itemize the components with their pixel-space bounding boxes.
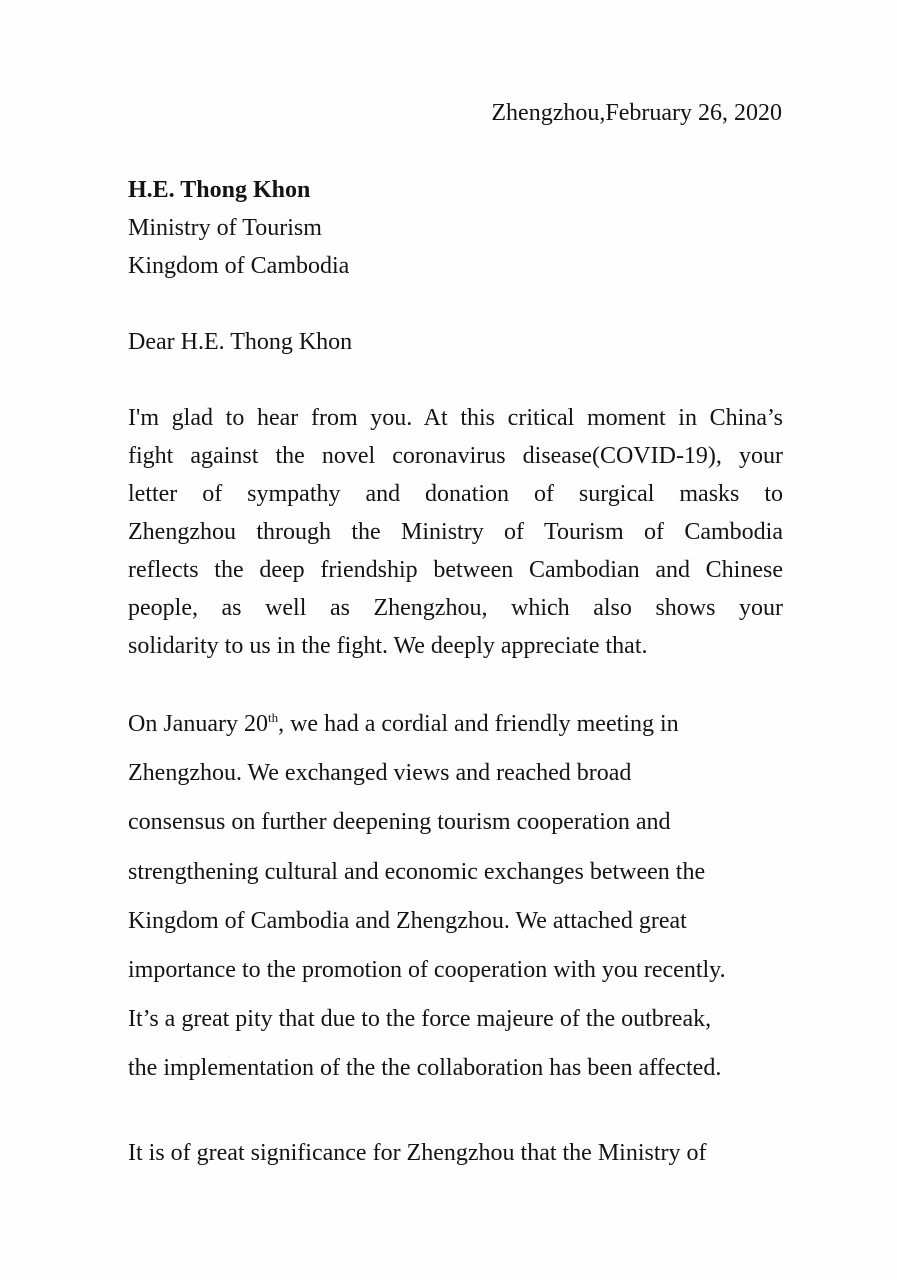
paragraph2-line: consensus on further deepening tourism cooperation and (128, 809, 671, 835)
paragraph1-line: people, as well as Zhengzhou, which also shows your (128, 595, 783, 621)
paragraph1-line: solidarity to us in the fight. We deeply appreciate that. (128, 633, 648, 659)
paragraph2-line: strengthening cultural and economic exchanges between the (128, 859, 706, 885)
recipient-country: Kingdom of Cambodia (128, 253, 350, 279)
paragraph2-line: Zhengzhou. We exchanged views and reached broad (128, 760, 632, 786)
paragraph1-line: reflects the deep friendship between Cambodian and Chinese (128, 557, 783, 583)
paragraph2-text: On January 20 (128, 711, 268, 737)
paragraph2-line: It’s a great pity that due to the force majeure of the outbreak, (128, 1006, 712, 1032)
paragraph1-line: fight against the novel coronavirus disease(COVID-19), your (128, 443, 783, 469)
recipient-name: H.E. Thong Khon (128, 177, 311, 203)
paragraph2-line: Kingdom of Cambodia and Zhengzhou. We attached great (128, 908, 687, 934)
recipient-organization: Ministry of Tourism (128, 215, 322, 241)
paragraph1-line: letter of sympathy and donation of surgical masks to (128, 481, 783, 507)
salutation: Dear H.E. Thong Khon (128, 329, 353, 355)
paragraph2-line: importance to the promotion of cooperation with you recently. (128, 957, 726, 983)
paragraph1-line: I'm glad to hear from you. At this critical moment in China’s (128, 405, 783, 431)
paragraph2-text: , we had a cordial and friendly meeting in (278, 711, 679, 737)
ordinal-suffix: th (267, 710, 279, 725)
letter-date: Zhengzhou,February 26, 2020 (491, 100, 782, 126)
paragraph2-first-line (128, 709, 679, 739)
paragraph1-line: Zhengzhou through the Ministry of Tourism of Cambodia (128, 519, 783, 545)
paragraph3-line: It is of great significance for Zhengzhou that the Ministry of (128, 1140, 707, 1166)
paragraph2-line: the implementation of the the collaboration has been affected. (128, 1055, 722, 1081)
